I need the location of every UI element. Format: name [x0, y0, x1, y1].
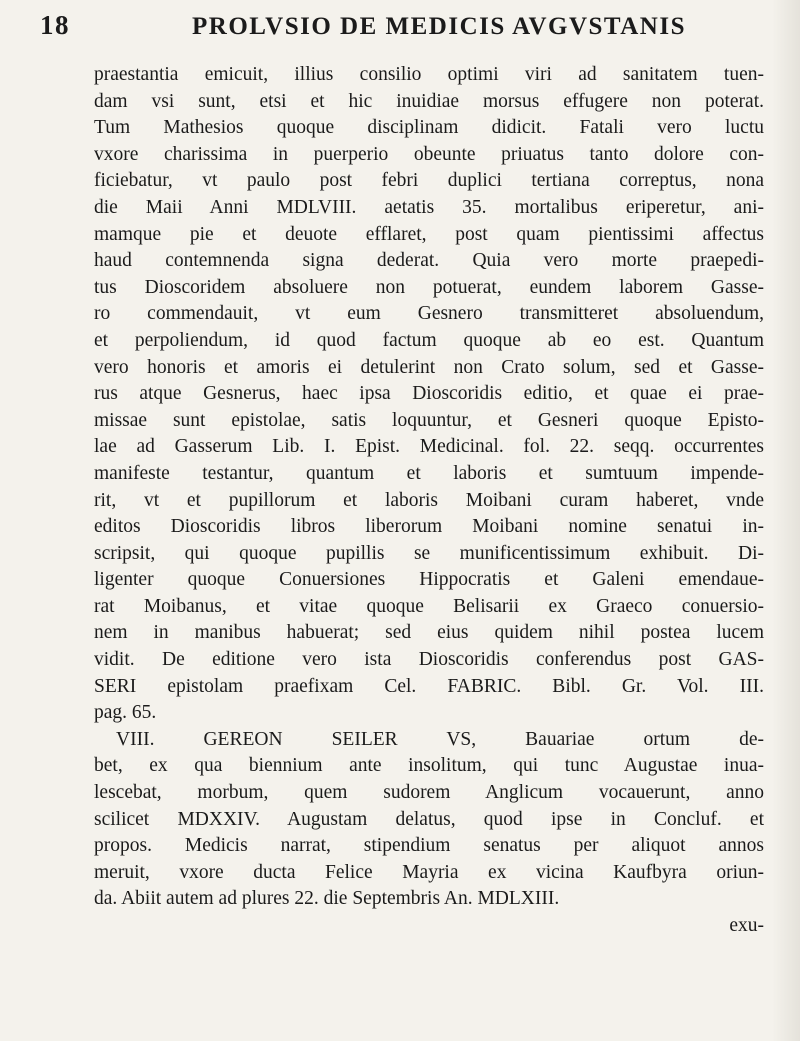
- text-line: vxore charissima in puerperio obeunte priuatus tanto dolore con-: [94, 143, 764, 165]
- paragraph-2: [94, 727, 764, 913]
- text-line: pag. 65.: [94, 702, 157, 724]
- text-line: editos Dioscoridis libros liberorum Moibani nomine senatui in-: [94, 516, 764, 538]
- running-head: [40, 10, 760, 41]
- text-line: mamque pie et deuote efflaret, post quam pientissimi affectus: [94, 223, 764, 245]
- page-edge-shadow: [772, 0, 800, 1041]
- text-line: SERI epistolam praefixam Cel. FABRIC. Bibl. Gr. Vol. III.: [94, 675, 764, 697]
- text-line: ficiebatur, vt paulo post febri duplici tertiana correptus, nona: [94, 170, 764, 192]
- text-line: propos. Medicis narrat, stipendium senatus per aliquot annos: [94, 835, 764, 857]
- text-line: VIII. GEREON SEILER VS, Bauariae ortum de-: [116, 728, 764, 750]
- text-line: ro commendauit, vt eum Gesnero transmitteret absoluendum,: [94, 303, 764, 325]
- text-line: scripsit, qui quoque pupillis se munificentissimum exhibuit. Di-: [94, 542, 764, 564]
- text-line: rat Moibanus, et vitae quoque Belisarii ex Graeco conuersio-: [94, 595, 764, 617]
- text-line: Tum Mathesios quoque disciplinam didicit. Fatali vero luctu: [94, 117, 764, 139]
- text-line: praestantia emicuit, illius consilio optimi viri ad sanitatem tuen-: [94, 64, 764, 85]
- page-number: 18: [40, 10, 70, 40]
- text-line: da. Abiit autem ad plures 22. die Septembris An. MDLXIII.: [94, 888, 560, 910]
- text-line: rit, vt et pupillorum et laboris Moibani curam haberet, vnde: [94, 489, 764, 511]
- text-line: vero honoris et amoris ei detulerint non Crato solum, sed et Gasse-: [94, 356, 764, 378]
- catchword: exu-: [729, 915, 764, 936]
- text-line: nem in manibus habuerat; sed eius quidem nihil postea lucem: [94, 622, 764, 644]
- text-line: die Maii Anni MDLVIII. aetatis 35. mortalibus eriperetur, ani-: [94, 196, 764, 218]
- text-line: lae ad Gasserum Lib. I. Epist. Medicinal. fol. 22. seqq. occurrentes: [94, 436, 764, 458]
- text-line: et perpoliendum, id quod factum quoque ab eo est. Quantum: [94, 329, 764, 351]
- text-line: ligenter quoque Conuersiones Hippocratis et Galeni emendaue-: [94, 569, 764, 591]
- text-line: haud contemnenda signa dederat. Quia vero morte praepedi-: [94, 250, 764, 272]
- text-line: vidit. De editione vero ista Dioscoridis conferendus post GAS-: [94, 649, 764, 671]
- text-line: manifeste testantur, quantum et laboris et sumtuum impende-: [94, 462, 764, 484]
- text-line: tus Dioscoridem absoluere non potuerat, eundem laborem Gasse-: [94, 276, 764, 298]
- text-line: dam vsi sunt, etsi et hic inuidiae morsus effugere non poterat.: [94, 90, 764, 112]
- text-line: rus atque Gesnerus, haec ipsa Dioscoridis editio, et quae ei prae-: [94, 383, 764, 405]
- text-line: missae sunt epistolae, satis loquuntur, et Gesneri quoque Episto-: [94, 409, 764, 431]
- text-line: meruit, vxore ducta Felice Mayria ex vicina Kaufbyra oriun-: [94, 861, 764, 883]
- paragraph-1: [94, 62, 764, 727]
- running-title: PROLVSIO DE MEDICIS AVGVSTANIS: [192, 13, 686, 40]
- body-text: [94, 62, 764, 940]
- text-line: scilicet MDXXIV. Augustam delatus, quod ipse in Concluf. et: [94, 808, 764, 830]
- text-line: bet, ex qua biennium ante insolitum, qui tunc Augustae inua-: [94, 755, 764, 777]
- text-line: lescebat, morbum, quem sudorem Anglicum vocauerunt, anno: [94, 782, 764, 804]
